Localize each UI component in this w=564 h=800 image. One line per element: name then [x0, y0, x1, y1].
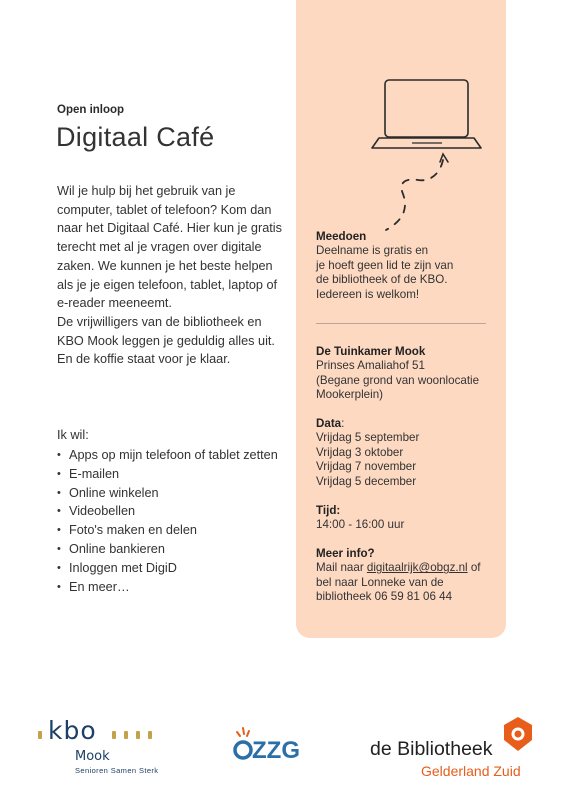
bibliotheek-line-1: de Bibliotheek: [370, 738, 493, 760]
list-item: • Apps op mijn telefoon of tablet zetten: [57, 446, 287, 465]
dates-heading: Data: [316, 417, 342, 430]
section-dates: [316, 417, 500, 489]
kbo-tagline: Senioren Samen Sterk: [75, 766, 159, 775]
meedoen-heading: Meedoen: [316, 230, 367, 243]
kbo-dot: [148, 731, 152, 739]
wants-lead: Ik wil:: [57, 428, 89, 442]
time-value: 14:00 - 16:00 uur: [316, 518, 405, 532]
location-line: Mookerplein): [316, 388, 384, 402]
bibliotheek-badge-icon: [502, 716, 534, 752]
intro-paragraph-2: De vrijwilligers van de bibliotheek en KBO Mook leggen je geduldig alles uit. En de koffie staat voor je klaar.: [57, 314, 275, 367]
meedoen-line: Iedereen is welkom!: [316, 287, 420, 301]
meedoen-line: Deelname is gratis en: [316, 244, 429, 258]
meedoen-line: de bibliotheek of de KBO.: [316, 273, 448, 287]
list-item: • En meer…: [57, 578, 287, 597]
location-line: (Begane grond van woonlocatie: [316, 373, 480, 387]
intro-text: [57, 182, 283, 369]
kbo-dot: [112, 731, 116, 739]
meedoen-line: je hoeft geen lid te zijn van: [316, 258, 454, 272]
info-line: bibliotheek 06 59 81 06 44: [316, 590, 453, 604]
date-line: Vrijdag 5 december: [316, 474, 417, 488]
intro-paragraph-1: Wil je hulp bij het gebruik van je computer, tablet of telefoon? Kom dan naar het Digitaal Café. Hier kun je gratis terecht met al je vragen over digitale zaken. We kunnen je het beste helpen als je je eigen telefoon, tablet, laptop of e-reader meeneemt.: [57, 184, 282, 311]
zzg-logo: [232, 723, 324, 767]
kbo-dot: [136, 731, 140, 739]
kbo-place: Mook: [75, 749, 110, 764]
date-line: Vrijdag 5 september: [316, 431, 420, 445]
page-title: Digitaal Café: [56, 122, 215, 152]
bibliotheek-line-2: Gelderland Zuid: [421, 763, 521, 779]
kbo-dot: [124, 731, 128, 739]
kicker: Open inloop: [57, 104, 125, 116]
location-line: Prinses Amaliahof 51: [316, 359, 425, 373]
email-link[interactable]: digitaalrijk@obgz.nl: [366, 561, 468, 575]
kbo-dot: [38, 731, 42, 739]
info-heading: Meer info?: [316, 547, 375, 560]
section-time: [316, 504, 500, 533]
kbo-mook-logo: [36, 716, 196, 776]
laptop-icon: [360, 70, 500, 240]
dates-heading-colon: :: [341, 417, 345, 430]
bibliotheek-logo: [366, 716, 546, 780]
date-line: Vrijdag 7 november: [316, 460, 417, 474]
time-heading: Tijd:: [316, 504, 341, 517]
list-item: • Inloggen met DigiD: [57, 559, 287, 578]
zzg-word: ZZG: [252, 737, 300, 764]
mail-suffix: of: [467, 561, 481, 575]
section-meedoen: [316, 230, 500, 302]
kbo-word: kbo: [48, 716, 97, 745]
list-item: • E-mailen: [57, 465, 287, 484]
location-heading: De Tuinkamer Mook: [316, 345, 426, 358]
mail-prefix: Mail naar: [316, 561, 367, 575]
list-item: • Foto's maken en delen: [57, 521, 287, 540]
divider: [316, 323, 486, 324]
section-info: [316, 547, 500, 605]
list-item: • Online bankieren: [57, 540, 287, 559]
info-line: bel naar Lonneke van de: [316, 575, 444, 589]
list-item: • Videobellen: [57, 502, 287, 521]
section-location: [316, 345, 500, 403]
list-item: • Online winkelen: [57, 484, 287, 503]
wants-list: [57, 446, 287, 596]
date-line: Vrijdag 3 oktober: [316, 445, 404, 459]
